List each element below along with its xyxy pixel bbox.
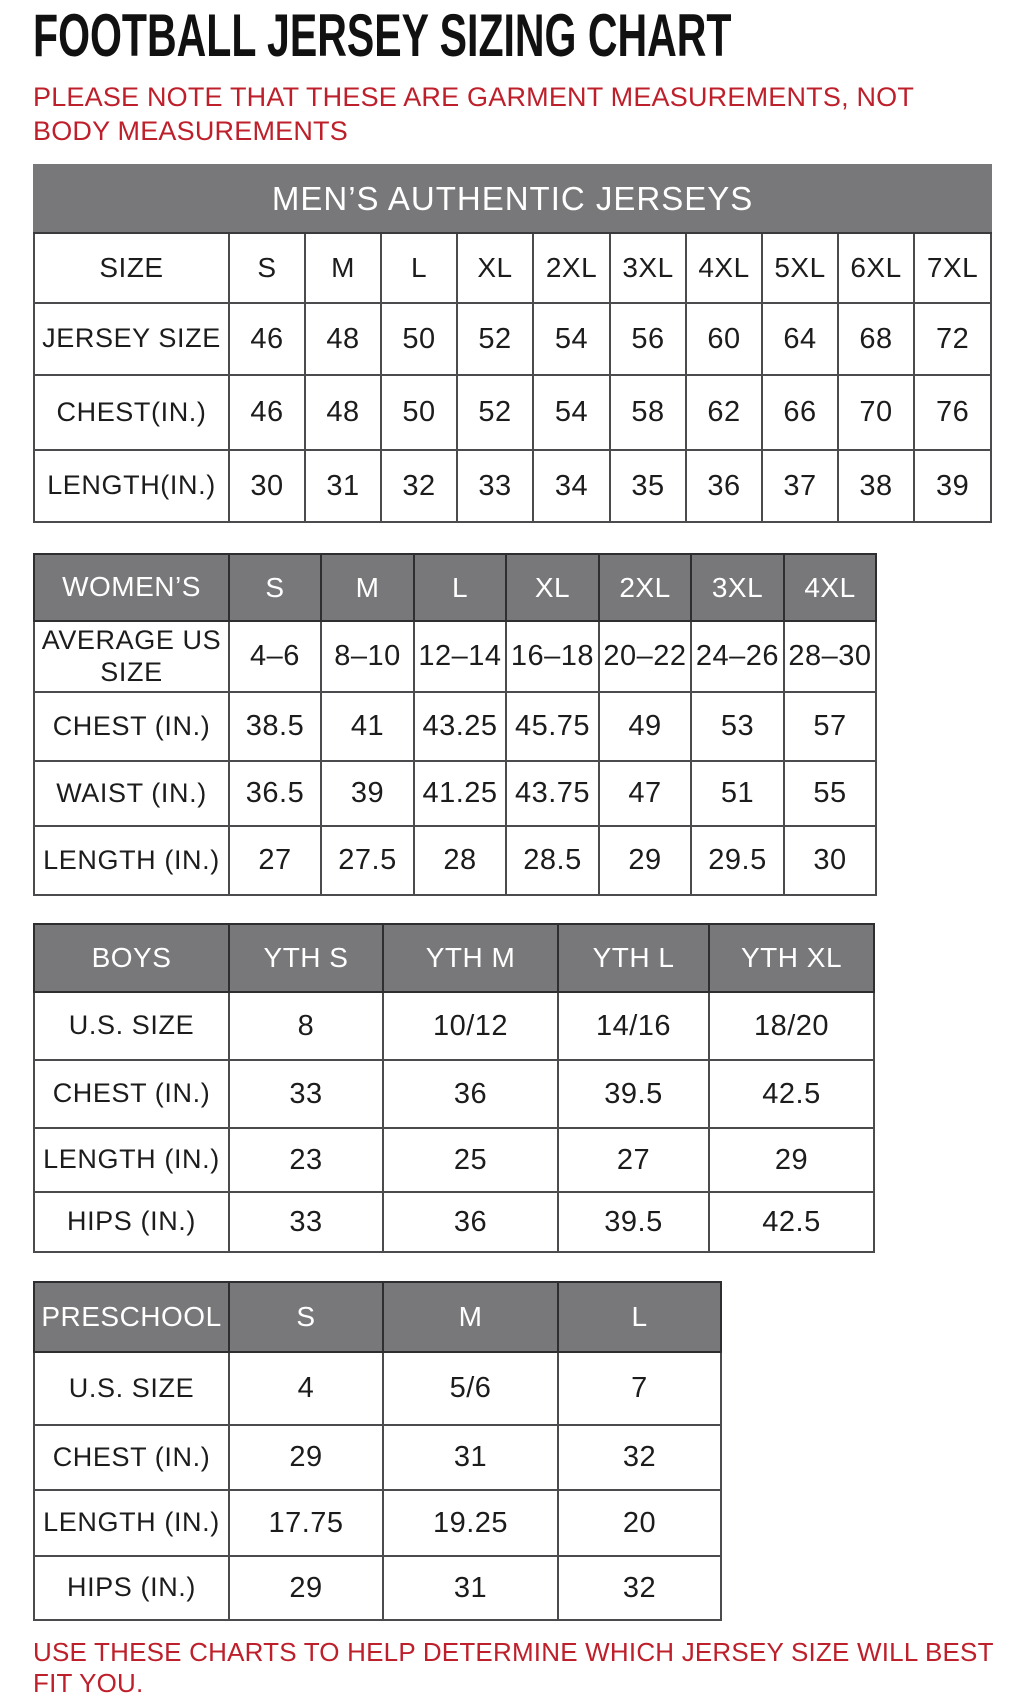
value-cell: 12–14	[414, 621, 506, 692]
womens-sizing-table	[33, 553, 877, 896]
value-cell: 37	[762, 450, 838, 522]
womens-size-col-2xl: 2XL	[599, 554, 691, 621]
mens-size-col-3xl: 3XL	[610, 233, 686, 303]
row-label: CHEST(IN.)	[34, 375, 229, 450]
value-cell: 8	[229, 992, 383, 1060]
value-cell: 27.5	[321, 826, 414, 895]
value-cell: 33	[457, 450, 533, 522]
value-cell: 52	[457, 303, 533, 375]
value-cell: 39	[321, 761, 414, 826]
mens-size-col-5xl: 5XL	[762, 233, 838, 303]
value-cell: 50	[381, 303, 457, 375]
value-cell: 29	[599, 826, 691, 895]
row-label: LENGTH (IN.)	[34, 1128, 229, 1192]
mens-size-col-l: L	[381, 233, 457, 303]
womens-size-col-l: L	[414, 554, 506, 621]
value-cell: 50	[381, 375, 457, 450]
value-cell: 24–26	[691, 621, 784, 692]
boys-size-col-yth-s: YTH S	[229, 924, 383, 992]
boys-header-row	[34, 924, 874, 992]
mens-size-col-xl: XL	[457, 233, 533, 303]
row-label: CHEST (IN.)	[34, 1425, 229, 1490]
mens-size-col-7xl: 7XL	[914, 233, 991, 303]
value-cell: 38	[838, 450, 914, 522]
value-cell: 25	[383, 1128, 558, 1192]
preschool-header-label: PRESCHOOL	[34, 1282, 229, 1352]
value-cell: 60	[686, 303, 762, 375]
value-cell: 5/6	[383, 1352, 558, 1425]
value-cell: 49	[599, 692, 691, 761]
row-label: LENGTH(IN.)	[34, 450, 229, 522]
value-cell: 39	[914, 450, 991, 522]
value-cell: 8–10	[321, 621, 414, 692]
value-cell: 27	[229, 826, 321, 895]
value-cell: 48	[305, 375, 381, 450]
value-cell: 23	[229, 1128, 383, 1192]
value-cell: 18/20	[709, 992, 874, 1060]
mens-size-col-6xl: 6XL	[838, 233, 914, 303]
value-cell: 64	[762, 303, 838, 375]
value-cell: 66	[762, 375, 838, 450]
row-label: LENGTH (IN.)	[34, 1490, 229, 1556]
row-label: U.S. SIZE	[34, 992, 229, 1060]
value-cell: 41	[321, 692, 414, 761]
value-cell: 43.75	[506, 761, 599, 826]
value-cell: 31	[383, 1425, 558, 1490]
value-cell: 39.5	[558, 1060, 709, 1128]
value-cell: 10/12	[383, 992, 558, 1060]
value-cell: 4	[229, 1352, 383, 1425]
womens-row-length-in	[34, 826, 876, 895]
value-cell: 57	[784, 692, 876, 761]
value-cell: 52	[457, 375, 533, 450]
row-label: U.S. SIZE	[34, 1352, 229, 1425]
row-label: LENGTH (IN.)	[34, 826, 229, 895]
value-cell: 72	[914, 303, 991, 375]
boys-row-length-in	[34, 1128, 874, 1192]
value-cell: 32	[558, 1556, 721, 1620]
value-cell: 41.25	[414, 761, 506, 826]
value-cell: 28	[414, 826, 506, 895]
mens-size-col-4xl: 4XL	[686, 233, 762, 303]
garment-measurements-note: PLEASE NOTE THAT THESE ARE GARMENT MEASUREMENTS, NOT BODY MEASUREMENTS	[33, 82, 914, 146]
preschool-row-u-s-size	[34, 1352, 721, 1425]
value-cell: 39.5	[558, 1192, 709, 1252]
value-cell: 54	[533, 375, 610, 450]
womens-size-col-s: S	[229, 554, 321, 621]
boys-row-chest-in	[34, 1060, 874, 1128]
mens-banner: MEN’S AUTHENTIC JERSEYS	[34, 165, 991, 233]
value-cell: 32	[381, 450, 457, 522]
womens-size-col-xl: XL	[506, 554, 599, 621]
value-cell: 42.5	[709, 1060, 874, 1128]
value-cell: 53	[691, 692, 784, 761]
boys-row-hips-in	[34, 1192, 874, 1252]
value-cell: 20–22	[599, 621, 691, 692]
value-cell: 36	[383, 1192, 558, 1252]
mens-size-col-s: S	[229, 233, 305, 303]
value-cell: 46	[229, 303, 305, 375]
preschool-size-col-s: S	[229, 1282, 383, 1352]
value-cell: 30	[229, 450, 305, 522]
value-cell: 45.75	[506, 692, 599, 761]
value-cell: 47	[599, 761, 691, 826]
womens-header-label: WOMEN’S	[34, 554, 229, 621]
value-cell: 31	[305, 450, 381, 522]
value-cell: 34	[533, 450, 610, 522]
value-cell: 16–18	[506, 621, 599, 692]
value-cell: 46	[229, 375, 305, 450]
preschool-size-col-m: M	[383, 1282, 558, 1352]
womens-row-average-us-size	[34, 621, 876, 692]
boys-row-u-s-size	[34, 992, 874, 1060]
value-cell: 29	[709, 1128, 874, 1192]
womens-row-chest-in	[34, 692, 876, 761]
value-cell: 38.5	[229, 692, 321, 761]
mens-sizing-table	[33, 164, 992, 523]
value-cell: 20	[558, 1490, 721, 1556]
value-cell: 7	[558, 1352, 721, 1425]
size-tables-container	[33, 164, 1024, 1621]
womens-size-col-4xl: 4XL	[784, 554, 876, 621]
row-label: JERSEY SIZE	[34, 303, 229, 375]
value-cell: 68	[838, 303, 914, 375]
value-cell: 30	[784, 826, 876, 895]
value-cell: 28–30	[784, 621, 876, 692]
preschool-sizing-table	[33, 1281, 722, 1621]
womens-size-col-3xl: 3XL	[691, 554, 784, 621]
womens-row-waist-in	[34, 761, 876, 826]
value-cell: 55	[784, 761, 876, 826]
mens-banner-row	[34, 165, 991, 233]
value-cell: 42.5	[709, 1192, 874, 1252]
value-cell: 27	[558, 1128, 709, 1192]
value-cell: 19.25	[383, 1490, 558, 1556]
mens-header-label: SIZE	[34, 233, 229, 303]
mens-header-row	[34, 233, 991, 303]
value-cell: 14/16	[558, 992, 709, 1060]
value-cell: 36	[686, 450, 762, 522]
mens-row-length-in	[34, 450, 991, 522]
womens-size-col-m: M	[321, 554, 414, 621]
page-title	[33, 2, 1024, 70]
row-label: HIPS (IN.)	[34, 1556, 229, 1620]
value-cell: 33	[229, 1060, 383, 1128]
value-cell: 76	[914, 375, 991, 450]
preschool-row-chest-in	[34, 1425, 721, 1490]
preschool-row-hips-in	[34, 1556, 721, 1620]
mens-size-col-2xl: 2XL	[533, 233, 610, 303]
value-cell: 36.5	[229, 761, 321, 826]
value-cell: 70	[838, 375, 914, 450]
row-label: HIPS (IN.)	[34, 1192, 229, 1252]
boys-size-col-yth-xl: YTH XL	[709, 924, 874, 992]
value-cell: 29	[229, 1425, 383, 1490]
row-label: WAIST (IN.)	[34, 761, 229, 826]
mens-row-jersey-size	[34, 303, 991, 375]
page-title-text: FOOTBALL JERSEY SIZING CHART	[33, 2, 732, 70]
value-cell: 33	[229, 1192, 383, 1252]
boys-header-label: BOYS	[34, 924, 229, 992]
value-cell: 31	[383, 1556, 558, 1620]
boys-size-col-yth-l: YTH L	[558, 924, 709, 992]
preschool-header-row	[34, 1282, 721, 1352]
row-label: AVERAGE US SIZE	[34, 621, 229, 692]
value-cell: 29	[229, 1556, 383, 1620]
value-cell: 35	[610, 450, 686, 522]
preschool-row-length-in	[34, 1490, 721, 1556]
value-cell: 58	[610, 375, 686, 450]
mens-size-col-m: M	[305, 233, 381, 303]
value-cell: 32	[558, 1425, 721, 1490]
womens-header-row	[34, 554, 876, 621]
value-cell: 28.5	[506, 826, 599, 895]
value-cell: 51	[691, 761, 784, 826]
value-cell: 43.25	[414, 692, 506, 761]
value-cell: 62	[686, 375, 762, 450]
boys-sizing-table	[33, 923, 875, 1253]
value-cell: 48	[305, 303, 381, 375]
row-label: CHEST (IN.)	[34, 692, 229, 761]
value-cell: 36	[383, 1060, 558, 1128]
fit-advice-note: USE THESE CHARTS TO HELP DETERMINE WHICH JERSEY SIZE WILL BEST FIT YOU.	[33, 1637, 994, 1698]
row-label: CHEST (IN.)	[34, 1060, 229, 1128]
value-cell: 17.75	[229, 1490, 383, 1556]
mens-row-chest-in	[34, 375, 991, 450]
value-cell: 54	[533, 303, 610, 375]
value-cell: 4–6	[229, 621, 321, 692]
boys-size-col-yth-m: YTH M	[383, 924, 558, 992]
preschool-size-col-l: L	[558, 1282, 721, 1352]
value-cell: 56	[610, 303, 686, 375]
value-cell: 29.5	[691, 826, 784, 895]
